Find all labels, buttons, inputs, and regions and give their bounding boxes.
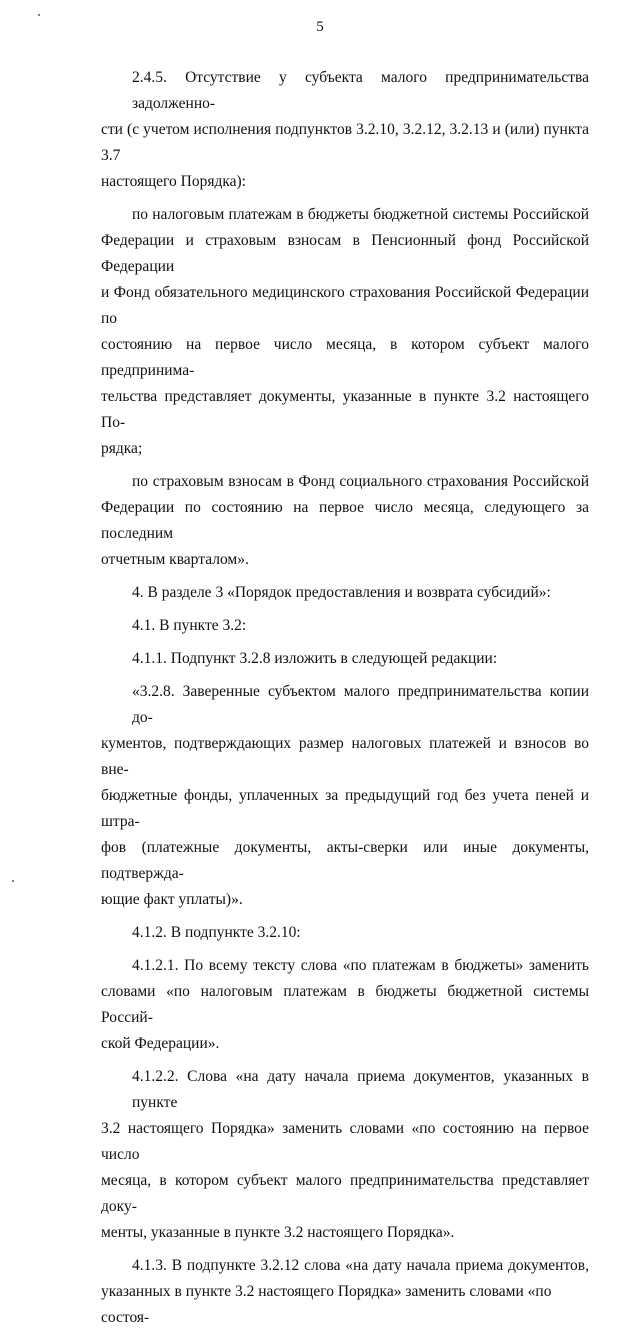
text-line: 4.1.3. В подпункте 3.2.12 слова «на дату начала приема документов, (132, 1257, 589, 1274)
text-line: 4.1.2. В подпункте 3.2.10: (132, 924, 301, 941)
text-line: кументов, подтверждающих размер налоговых платежей и взносов во вне- (101, 735, 589, 778)
text-line: ской Федерации». (101, 1035, 220, 1052)
text-line: указанных в пункте 3.2 настоящего Порядка» заменить словами «по состоя- (101, 1283, 552, 1326)
text-line: по страховым взносам в Фонд социального страхования Российской (132, 473, 589, 490)
text-line: отчетным кварталом». (101, 551, 249, 568)
text-line: состоянию на первое число месяца, в котором субъект малого предпринима- (101, 336, 589, 379)
document-body (101, 65, 589, 1338)
text-line: 2.4.5. Отсутствие у субъекта малого предпринимательства задолженно- (132, 69, 589, 112)
text-line: Федерации по состоянию на первое число месяца, следующего за последним (101, 499, 589, 542)
paragraph (101, 580, 589, 606)
scan-speck (12, 880, 14, 882)
text-line: менты, указанные в пункте 3.2 настоящего Порядка». (101, 1224, 455, 1241)
text-line: настоящего Порядка): (101, 173, 246, 190)
text-line: 3.2 настоящего Порядка» заменить словами «по состоянию на первое число (101, 1120, 589, 1163)
text-line: ющие факт уплаты)». (101, 891, 243, 908)
text-line: бюджетные фонды, уплаченных за предыдущий год без учета пеней и штра- (101, 787, 589, 830)
text-line: по налоговым платежам в бюджеты бюджетной системы Российской (132, 206, 589, 223)
paragraph (101, 469, 589, 573)
page-number: 5 (316, 19, 324, 35)
paragraph (101, 202, 589, 462)
paragraph (101, 679, 589, 913)
paragraph (101, 65, 589, 195)
text-line: словами «по налоговым платежам в бюджеты бюджетной системы Россий- (101, 983, 589, 1026)
scan-speck (38, 14, 40, 16)
text-line: рядка; (101, 440, 143, 457)
text-line: Федерации и страховым взносам в Пенсионный фонд Российской Федерации (101, 232, 589, 275)
text-line: 4. В разделе 3 «Порядок предоставления и возврата субсидий»: (132, 584, 551, 601)
text-line: тельства представляет документы, указанные в пункте 3.2 настоящего По- (101, 388, 589, 431)
text-line: сти (с учетом исполнения подпунктов 3.2.10, 3.2.12, 3.2.13 и (или) пункта 3.7 (101, 121, 589, 164)
paragraph (101, 646, 589, 672)
text-line: 4.1.2.2. Слова «на дату начала приема документов, указанных в пункте (132, 1068, 589, 1111)
paragraph (101, 613, 589, 639)
text-line: 4.1.2.1. По всему тексту слова «по платежам в бюджеты» заменить (132, 957, 589, 974)
text-line: и Фонд обязательного медицинского страхования Российской Федерации по (101, 284, 589, 327)
paragraph (101, 953, 589, 1057)
text-line: 4.1.1. Подпункт 3.2.8 изложить в следующей редакции: (132, 650, 498, 667)
paragraph (101, 920, 589, 946)
text-line: месяца, в котором субъект малого предпринимательства представляет доку- (101, 1172, 589, 1215)
paragraph (101, 1064, 589, 1246)
text-line: «3.2.8. Заверенные субъектом малого предпринимательства копии до- (132, 683, 589, 726)
text-line: 4.1. В пункте 3.2: (132, 617, 247, 634)
paragraph (101, 1253, 589, 1331)
text-line: фов (платежные документы, акты-сверки или иные документы, подтвержда- (101, 839, 589, 882)
